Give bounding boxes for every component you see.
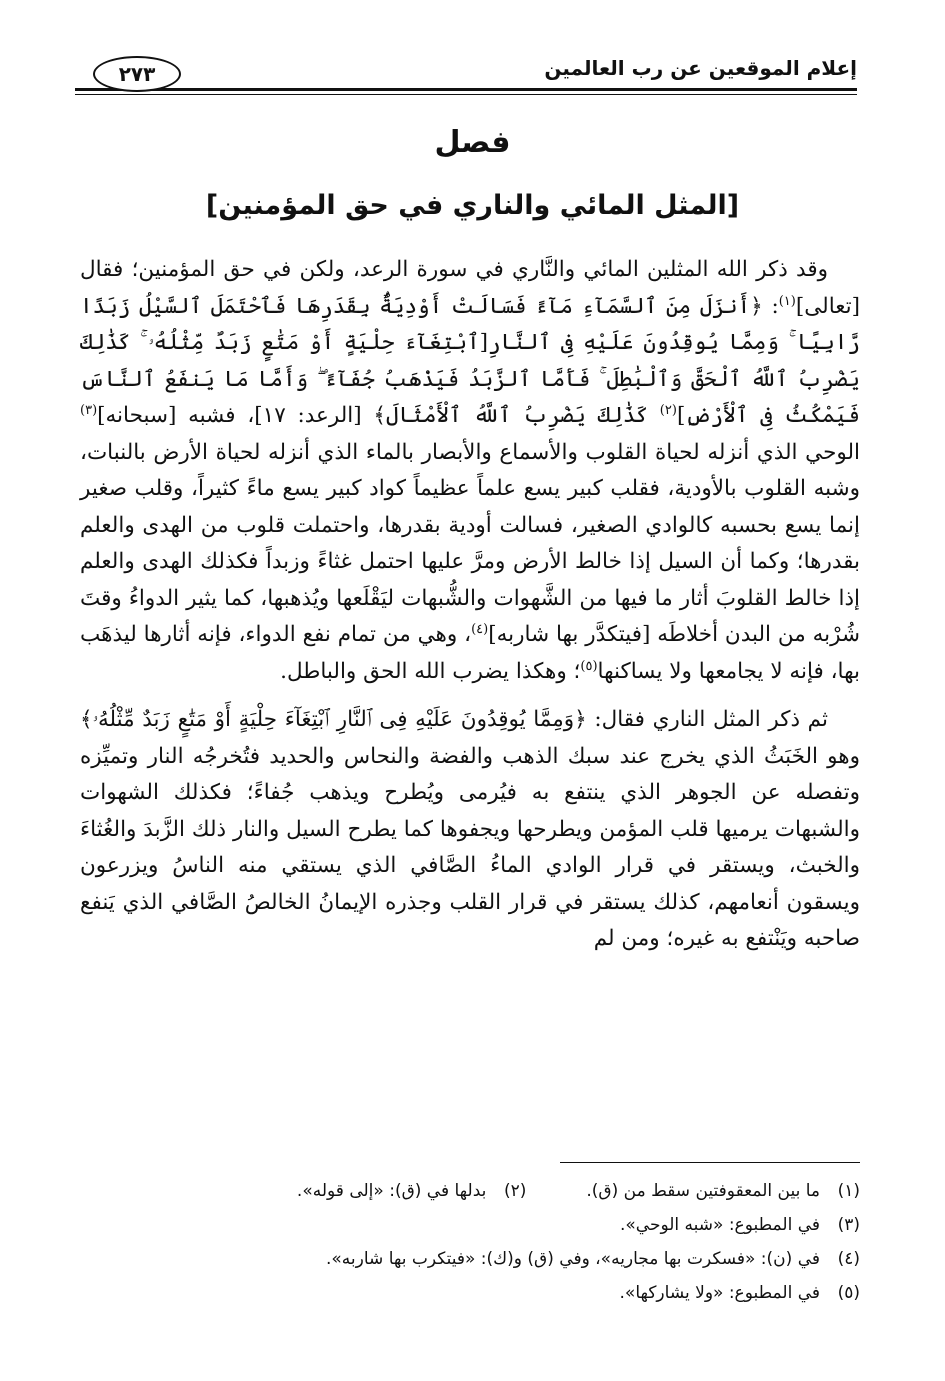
footnote-text: في المطبوع: «ولا يشاركها». [619,1283,820,1303]
text-run: وهو الخَبَثُ الذي يخرج عند سبك الذهب والفضة والنحاس والحديد فتُخرجُه النار وتميِّزه وتفصله عن الجوهر الذي ينتفع به فيُرمى ويُطرح ويذهب جُفاءً؛ فكذلك الشهوات والشبهات يرميها قلب المؤمن ويطرحها ويجفوها كما يطرح السيل والنار ذلك الزَّبدَ والغُثاءَ والخبث، ويستقر في قرار الوادي الماءُ الصَّافي الذي يستقي منه الناسُ ويزرعون ويسقون أنعامهم، كذلك يستقر في قرار القلب وجذره الإيمانُ الخالصُ الصَّافي الذي يَنفع صاحبه ويَنْتفع به غيره؛ ومن لم [80,743,860,951]
section-title: فصل [434,125,511,160]
quran-verse: أَنزَلَ مِنَ ٱلسَّمَآءِ مَآءً فَسَالَتْ أَوْدِيَةٌۢ بِقَدَرِهَا فَٱحْتَمَلَ ٱلسَّيْلُ زَبَدًا رَّابِيًا ۚ وَمِمَّا يُوقِدُونَ عَلَيْهِ فِى ٱلنَّارِ [80,293,860,355]
footnote-ref-4: (٤) [471,621,489,637]
quran-bracket-close: ﴾ [80,707,93,732]
footnote-ref-2: (٢) [659,402,677,418]
running-header [75,48,857,96]
quran-bracket-close: ﴾ [373,403,387,428]
text-run: ؛ وهكذا يضرب الله الحق والباطل. [280,658,581,684]
footnote-ref-1: (١) [778,293,796,309]
header-rule-thin [75,94,857,95]
text-run: ، وهي من تمام نفع الدواء، فإنه أثارها ليذهَب بها، فإنه لا يجامعها ولا يساكنها [80,622,860,684]
quran-verse: كَذَٰلِكَ يَضْرِبُ ٱللَّهُ ٱلْأَمْثَالَ [386,403,660,428]
text-run: : [762,293,779,319]
footnote-number: (١) [837,1181,860,1201]
verse-citation: [الرعد: ١٧]، فشبه [سبحانه] [97,403,374,428]
footnote-row [80,1276,860,1310]
footnote-number: (٣) [837,1215,860,1235]
quran-bracket-open: ﴿ [574,707,587,732]
book-title: إعلام الموقعين عن رب العالمين [544,56,857,80]
footnote-number: (٤) [837,1249,860,1269]
footnote-text: بدلها في (ق): «إلى قوله». [296,1181,487,1201]
paragraph-2 [80,702,860,958]
quran-verse: [ٱبْتِغَآءَ حِلْيَةٍ أَوْ مَتَٰعٍ زَبَدٌ مِّثْلُهُۥ ۚ كَذَٰلِكَ يَضْرِبُ ٱللَّهُ ٱلْحَقَّ وَٱلْبَٰطِلَ ۚ فَأَمَّا ٱلزَّبَدُ فَيَذْهَبُ جُفَآءً ۖ وَأَمَّا مَا يَنفَعُ ٱلنَّاسَ فَيَمْكُثُ فِى ٱلْأَرْضِ] [80,330,860,428]
footnote-text: في (ن): «فسكرت بها مجاريه»، وفي (ق) و(ك): «فيتكرب بها شاربه». [326,1249,820,1269]
footnote-row [80,1242,860,1276]
page-number: ٢٧٣ [93,56,181,92]
quran-bracket-open: ﴿ [750,293,763,319]
quran-verse: وَمِمَّا يُوقِدُونَ عَلَيْهِ فِى ٱلنَّارِ ٱبْتِغَآءَ حِلْيَةٍ أَوْ مَتَٰعٍ زَبَدٌ مِّثْلُهُۥ [92,707,575,732]
footnotes [80,1174,860,1310]
footnote-row [80,1208,860,1242]
footnote-row [80,1174,860,1208]
paragraph-1 [80,252,860,690]
footnote-text: ما بين المعقوفتين سقط من (ق). [586,1181,820,1201]
footnote-number: (٢) [503,1181,527,1201]
header-rule-thick [75,88,857,91]
footnote-separator [560,1162,860,1163]
text-run: وقد ذكر الله المثلين المائي والنَّاري في سورة الرعد، ولكن في حق المؤمنين؛ فقال [تعالى] [80,257,860,319]
footnote-ref-3: (٣) [80,402,98,418]
section-subtitle: [المثل المائي والناري في حق المؤمنين] [205,190,740,221]
text-run: ثم ذكر المثل الناري فقال: [586,707,828,732]
footnote-number: (٥) [837,1283,860,1303]
footnote-ref-5: (٥) [580,658,598,674]
footnote-text: في المطبوع: «شبه الوحي». [619,1215,820,1235]
text-run: الوحي الذي أنزله لحياة القلوب والأسماع والأبصار بالماء الذي أنزله لحياة الأرض بالنبات، وشبه القلوب بالأودية، فقلب كبير يسع علماً عظيماً كواد كبير يسع ماءً كثيراً، وقلب صغير إنما يسع بحسبه كالوادي الصغير، فسالت أودية بقدرها، واحتملت قلوب من الهدى والعلم بقدرها؛ وكما أن السيل إذا خالط الأرض ومرَّ عليها احتمل غثاءً وزبداً فكذلك الهدى والعلم إذا خالط القلوبَ أثار ما فيها من الشَّهوات والشُّبهات ليَقْلَعها ويُذهبها، كما يثير الدواءُ وقتَ شُرْبه من البدن أخلاطَه [فيتكدَّر بها شاربه] [80,439,860,647]
body-text [80,252,860,958]
